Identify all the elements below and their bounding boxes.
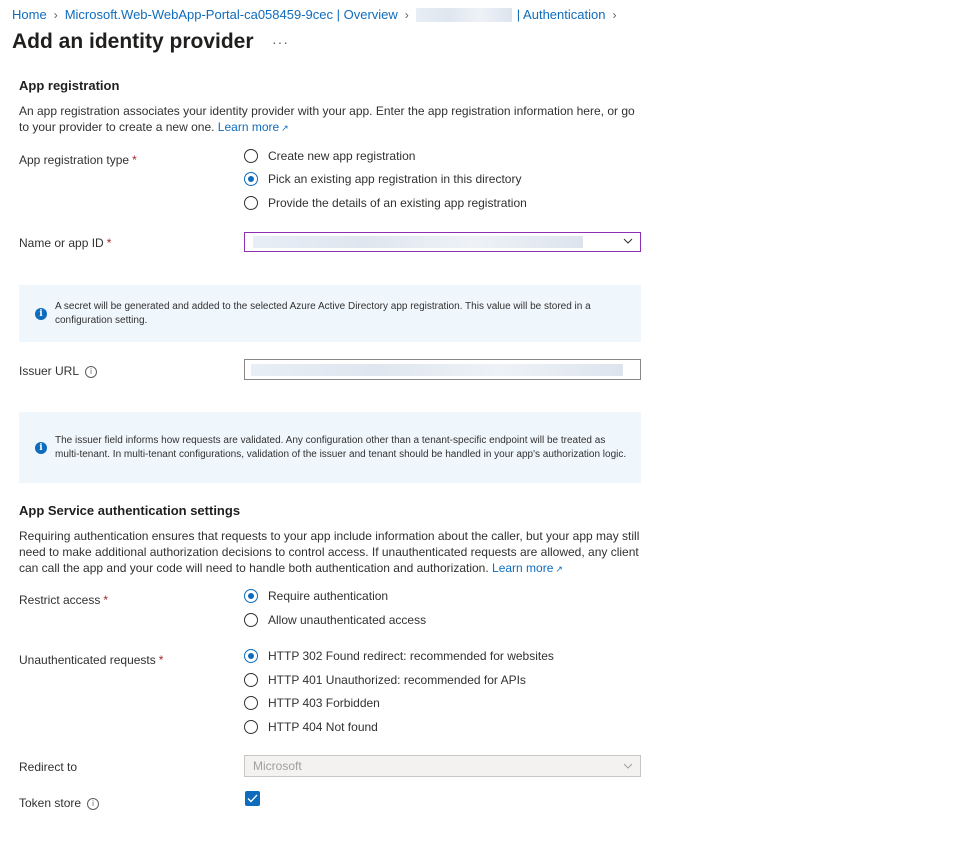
restrict-access-label: Restrict access * bbox=[19, 593, 109, 607]
app-registration-type-label: App registration type * bbox=[19, 153, 137, 167]
app-registration-description: An app registration associates your identity provider with your app. Enter the app registration information here, or go to your provider to create a new one. Learn more ↗ bbox=[19, 104, 635, 134]
chevron-right-icon: › bbox=[53, 7, 58, 22]
info-icon[interactable]: i bbox=[87, 798, 99, 810]
radio-provide-details[interactable]: Provide the details of an existing app registration bbox=[244, 196, 527, 210]
auth-settings-description: Requiring authentication ensures that requests to your app include information about the caller, but your app may still need to make additional authorization decisions to control access. If unauthenticated requests are allowed, any client can call the app and your code will need to handle both authentication and authorization. Learn more ↗ bbox=[19, 529, 640, 575]
radio-button[interactable] bbox=[244, 172, 258, 186]
radio-create-new[interactable]: Create new app registration bbox=[244, 149, 415, 163]
radio-http-302[interactable]: HTTP 302 Found redirect: recommended for websites bbox=[244, 649, 554, 663]
radio-require-auth[interactable]: Require authentication bbox=[244, 589, 388, 603]
radio-allow-unauth[interactable]: Allow unauthenticated access bbox=[244, 613, 426, 627]
redirect-to-dropdown[interactable]: Microsoft bbox=[244, 755, 641, 777]
name-or-app-id-dropdown[interactable] bbox=[244, 232, 641, 252]
radio-button[interactable] bbox=[244, 720, 258, 734]
issuer-info-banner: i The issuer field informs how requests are validated. Any configuration other than a tenant-specific endpoint will be treated as multi-tenant. In multi-tenant configurations, validation of the issuer and tenant should be handled in your app's authorization logic. bbox=[19, 412, 641, 483]
unauthenticated-requests-label: Unauthenticated requests * bbox=[19, 653, 164, 667]
info-icon[interactable]: i bbox=[85, 366, 97, 378]
radio-button[interactable] bbox=[244, 649, 258, 663]
token-store-label: Token store i bbox=[19, 796, 99, 810]
radio-button[interactable] bbox=[244, 696, 258, 710]
issuer-url-label: Issuer URL i bbox=[19, 364, 97, 378]
breadcrumb-home[interactable]: Home bbox=[12, 7, 47, 22]
redirect-to-label: Redirect to bbox=[19, 760, 78, 774]
secret-info-banner: i A secret will be generated and added to the selected Azure Active Directory app registration. This value will be stored in a configuration setting. bbox=[19, 285, 641, 342]
token-store-checkbox[interactable] bbox=[245, 791, 260, 806]
breadcrumb bbox=[12, 7, 623, 22]
issuer-url-input[interactable] bbox=[244, 359, 641, 380]
external-link-icon: ↗ bbox=[555, 564, 563, 574]
section-title-app-registration: App registration bbox=[19, 78, 120, 93]
radio-button[interactable] bbox=[244, 149, 258, 163]
name-or-app-id-label: Name or app ID * bbox=[19, 236, 112, 250]
learn-more-link[interactable]: Learn more ↗ bbox=[492, 561, 563, 575]
chevron-right-icon: › bbox=[612, 7, 617, 22]
section-title-auth-settings: App Service authentication settings bbox=[19, 503, 241, 518]
radio-http-403[interactable]: HTTP 403 Forbidden bbox=[244, 696, 380, 710]
info-icon: i bbox=[35, 308, 47, 320]
checkmark-icon bbox=[247, 794, 258, 803]
redacted-value bbox=[253, 236, 583, 248]
radio-button[interactable] bbox=[244, 196, 258, 210]
redacted-app-name bbox=[416, 8, 512, 22]
more-options-button[interactable]: ··· bbox=[272, 34, 289, 50]
radio-button[interactable] bbox=[244, 589, 258, 603]
chevron-down-icon bbox=[623, 761, 633, 771]
radio-http-404[interactable]: HTTP 404 Not found bbox=[244, 720, 378, 734]
external-link-icon: ↗ bbox=[281, 123, 289, 133]
page-title: Add an identity provider bbox=[12, 30, 254, 53]
chevron-down-icon bbox=[623, 236, 633, 246]
chevron-right-icon: › bbox=[404, 7, 409, 22]
radio-button[interactable] bbox=[244, 673, 258, 687]
radio-pick-existing[interactable]: Pick an existing app registration in this directory bbox=[244, 172, 521, 186]
redacted-value bbox=[251, 364, 623, 376]
breadcrumb-resource[interactable]: Microsoft.Web-WebApp-Portal-ca058459-9cec | Overview bbox=[64, 7, 398, 22]
info-icon: i bbox=[35, 442, 47, 454]
radio-button[interactable] bbox=[244, 613, 258, 627]
learn-more-link[interactable]: Learn more ↗ bbox=[217, 120, 289, 134]
breadcrumb-authentication[interactable]: | Authentication bbox=[516, 7, 606, 22]
radio-http-401[interactable]: HTTP 401 Unauthorized: recommended for APIs bbox=[244, 673, 526, 687]
